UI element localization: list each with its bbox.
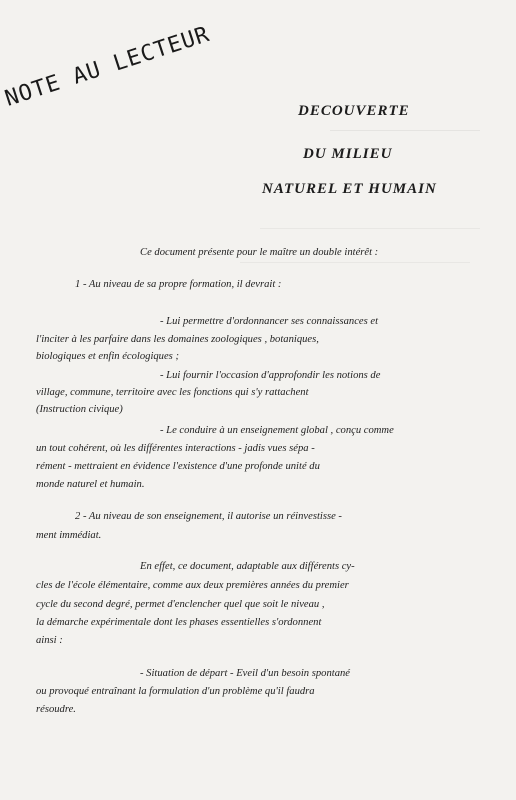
bullet-1-line-1: - Lui permettre d'ordonnancer ses connaissances et xyxy=(160,316,379,327)
bullet-3-line-3: rément - mettraient en évidence l'existence d'une profonde unité du xyxy=(36,461,320,472)
bullet-2-line-2: village, commune, territoire avec les fonctions qui s'y rattachent xyxy=(36,387,309,398)
title-line-1: DECOUVERTE xyxy=(298,103,410,119)
show-through xyxy=(330,130,480,131)
note-au-lecteur-stamp: NOTE AU LECTEUR xyxy=(2,21,213,112)
title-line-3: NATUREL ET HUMAIN xyxy=(262,181,437,197)
paragraph-line-4: la démarche expérimentale dont les phases essentielles s'ordonnent xyxy=(36,617,322,628)
bullet-3-line-1: - Le conduire à un enseignement global , conçu comme xyxy=(160,425,394,436)
intro-text: Ce document présente pour le maître un double intérêt : xyxy=(140,247,379,258)
show-through xyxy=(260,228,480,229)
bullet-3-line-4: monde naturel et humain. xyxy=(36,479,145,490)
point-1-heading: 1 - Au niveau de sa propre formation, il devrait : xyxy=(75,279,282,290)
point-2-line-2: ment immédiat. xyxy=(36,530,102,541)
bullet-1-line-3: biologiques et enfin écologiques ; xyxy=(36,351,179,362)
title-line-2: DU MILIEU xyxy=(303,146,393,162)
paragraph-line-2: cles de l'école élémentaire, comme aux deux premières années du premier xyxy=(36,580,349,591)
show-through xyxy=(240,262,470,263)
point-2-line-1: 2 - Au niveau de son enseignement, il autorise un réinvestisse - xyxy=(75,511,342,522)
situation-line-1: - Situation de départ - Eveil d'un besoin spontané xyxy=(140,668,350,679)
paragraph-line-5: ainsi : xyxy=(36,635,63,646)
situation-line-3: résoudre. xyxy=(36,704,76,715)
situation-line-2: ou provoqué entraînant la formulation d'un problème qu'il faudra xyxy=(36,686,315,697)
paragraph-line-3: cycle du second degré, permet d'enclencher quel que soit le niveau , xyxy=(36,599,325,610)
bullet-2-line-3: (Instruction civique) xyxy=(36,404,123,415)
bullet-3-line-2: un tout cohérent, où les différentes interactions - jadis vues sépa - xyxy=(36,443,315,454)
paragraph-line-1: En effet, ce document, adaptable aux différents cy- xyxy=(140,561,355,572)
bullet-1-line-2: l'inciter à les parfaire dans les domaines zoologiques , botaniques, xyxy=(36,334,319,345)
bullet-2-line-1: - Lui fournir l'occasion d'approfondir les notions de xyxy=(160,370,381,381)
